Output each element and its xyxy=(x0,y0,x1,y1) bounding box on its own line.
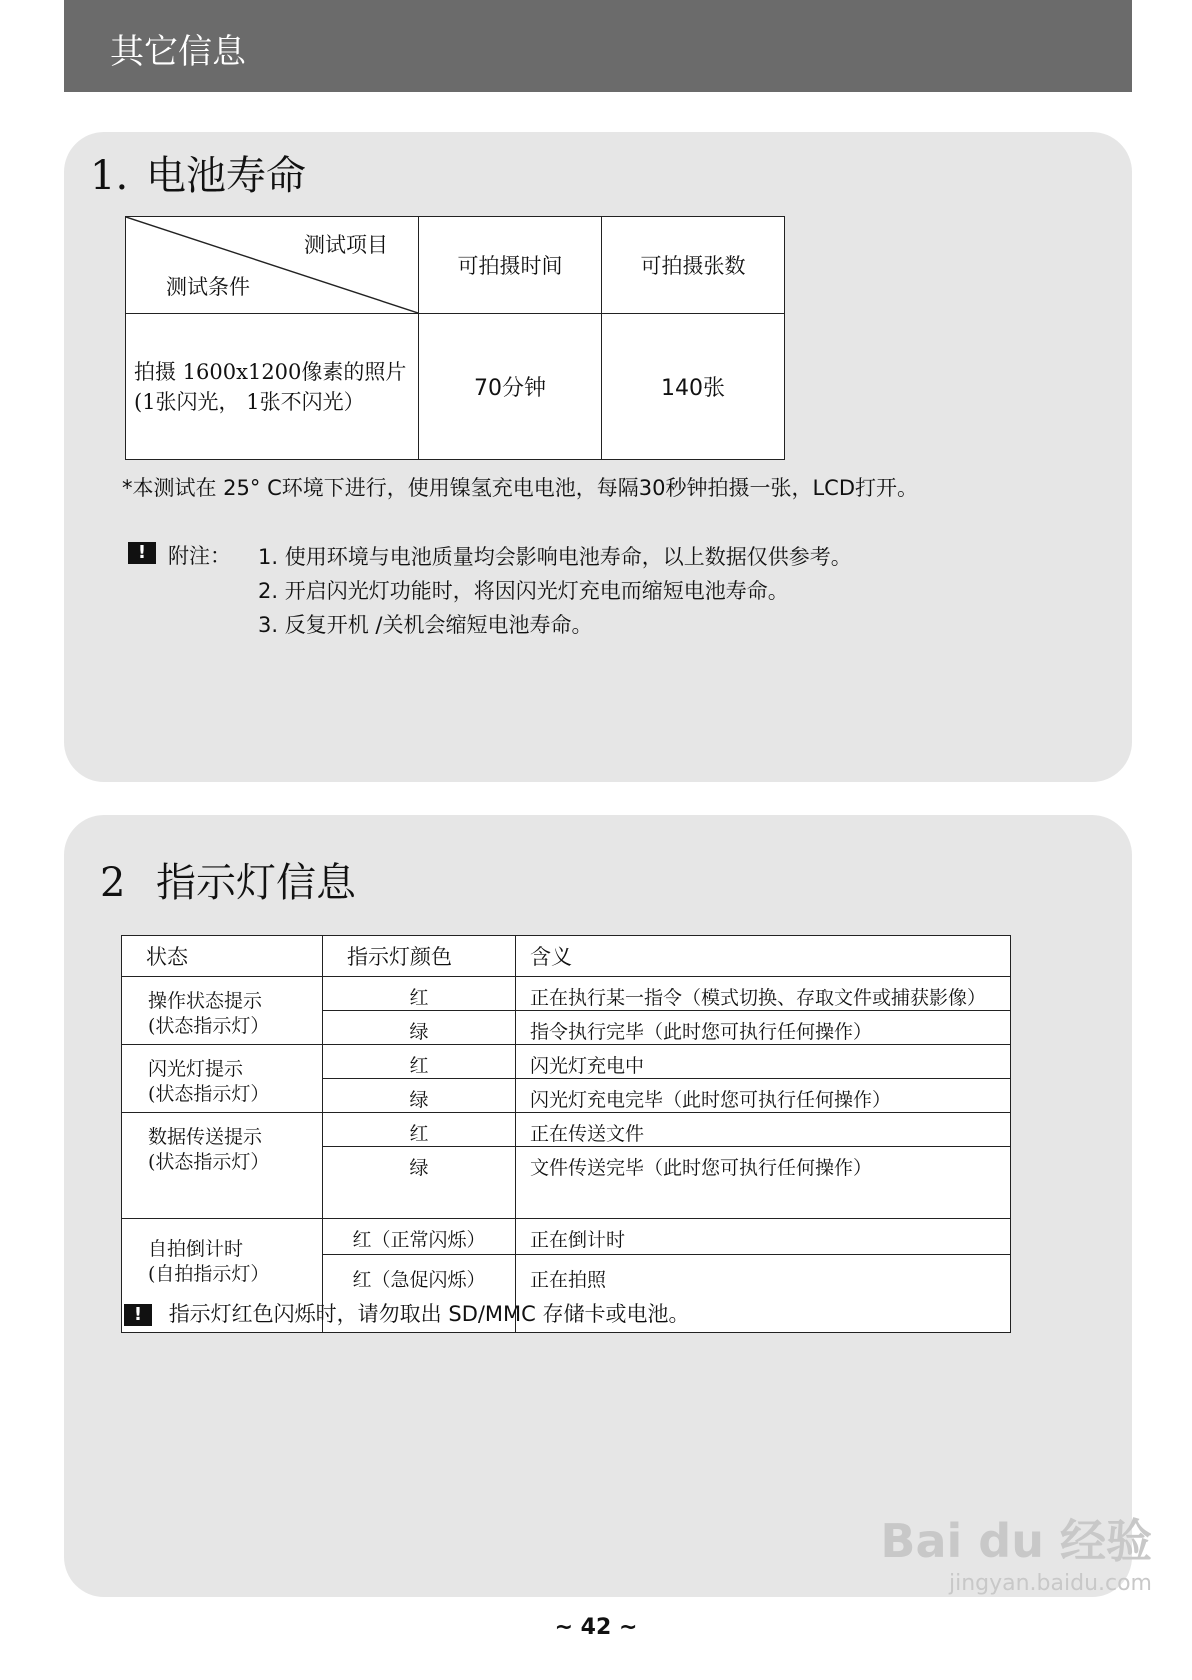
watermark xyxy=(880,1505,1152,1596)
watermark-brand: Bai du 经验 xyxy=(880,1514,1152,1568)
diag-bottom-label: 测试条件 xyxy=(166,275,250,299)
section-1-heading: 电池寿命 xyxy=(146,153,306,199)
section-2-number: 2 xyxy=(100,860,126,906)
state-name: 自拍倒计时 xyxy=(148,1238,244,1260)
indicator-table xyxy=(121,935,1011,1333)
section-2-title xyxy=(100,851,356,908)
page-number: ~ 42 ~ xyxy=(554,1615,638,1640)
remarks xyxy=(128,542,852,637)
state-sub: (状态指示灯） xyxy=(148,1015,270,1037)
meaning-cell: 正在拍照 xyxy=(516,1255,1011,1333)
col-time-header: 可拍摄时间 xyxy=(419,217,602,314)
state-cell xyxy=(122,977,323,1045)
meaning-cell: 闪光灯充电中 xyxy=(516,1045,1011,1079)
header-state: 状态 xyxy=(122,936,323,977)
shooting-time-value: 70分钟 xyxy=(419,314,602,460)
condition-line-1: 拍摄 1600x1200像素的照片 xyxy=(134,359,407,384)
condition-line-2: (1张闪光， 1张不闪光） xyxy=(134,389,365,414)
battery-table xyxy=(125,216,785,460)
color-cell: 红 xyxy=(323,977,516,1011)
meaning-cell: 文件传送完毕（此时您可执行任何操作） xyxy=(516,1147,1011,1219)
section-2-heading: 指示灯信息 xyxy=(156,860,356,906)
meaning-cell: 正在执行某一指令（模式切换、存取文件或捕获影像） xyxy=(516,977,1011,1011)
section-1-title xyxy=(90,144,306,201)
exclamation-icon: ! xyxy=(124,1304,152,1326)
test-footnote: *本测试在 25° C环境下进行，使用镍氢充电电池，每隔30秒钟拍摄一张，LCD打开。 xyxy=(122,476,918,500)
remark-label: 附注： xyxy=(168,544,231,568)
state-cell xyxy=(122,1113,323,1219)
color-cell: 红（急促闪烁） xyxy=(323,1255,516,1333)
header-title: 其它信息 xyxy=(110,32,246,72)
state-name: 数据传送提示 xyxy=(148,1126,263,1148)
remark-list xyxy=(258,540,852,642)
meaning-cell: 指令执行完毕（此时您可执行任何操作） xyxy=(516,1011,1011,1045)
remark-item: 1. 使用环境与电池质量均会影响电池寿命，以上数据仅供参考。 xyxy=(258,545,852,569)
remark-item: 3. 反复开机 /关机会缩短电池寿命。 xyxy=(258,613,593,637)
test-condition-cell xyxy=(126,314,419,460)
meaning-cell: 正在倒计时 xyxy=(516,1219,1011,1255)
color-cell: 红（正常闪烁） xyxy=(323,1219,516,1255)
header-color: 指示灯颜色 xyxy=(323,936,516,977)
col-count-header: 可拍摄张数 xyxy=(602,217,785,314)
meaning-cell: 闪光灯充电完毕（此时您可执行任何操作） xyxy=(516,1079,1011,1113)
meaning-cell: 正在传送文件 xyxy=(516,1113,1011,1147)
watermark-url: jingyan.baidu.com xyxy=(948,1571,1152,1596)
remark-item: 2. 开启闪光灯功能时，将因闪光灯充电而缩短电池寿命。 xyxy=(258,579,789,603)
header-meaning: 含义 xyxy=(516,936,1011,977)
state-sub: (状态指示灯） xyxy=(148,1083,270,1105)
battery-life-panel xyxy=(64,132,1132,782)
state-sub: (自拍指示灯） xyxy=(148,1263,270,1285)
color-cell: 绿 xyxy=(323,1147,516,1219)
color-cell: 红 xyxy=(323,1113,516,1147)
section-1-number: 1. xyxy=(90,153,129,199)
exclamation-icon: ! xyxy=(128,542,156,564)
color-cell: 绿 xyxy=(323,1011,516,1045)
warning-text: 指示灯红色闪烁时，请勿取出 SD/MMC 存储卡或电池。 xyxy=(168,1302,690,1326)
shot-count-value: 140张 xyxy=(602,314,785,460)
color-cell: 红 xyxy=(323,1045,516,1079)
diagonal-header-cell xyxy=(126,217,419,314)
indicator-warning xyxy=(124,1298,690,1328)
diag-top-label: 测试项目 xyxy=(304,233,388,257)
indicator-panel xyxy=(64,815,1132,1597)
color-cell: 绿 xyxy=(323,1079,516,1113)
state-sub: (状态指示灯） xyxy=(148,1151,270,1173)
page-header xyxy=(64,0,1132,92)
state-cell xyxy=(122,1045,323,1113)
state-name: 操作状态提示 xyxy=(148,990,263,1012)
state-name: 闪光灯提示 xyxy=(148,1058,244,1080)
